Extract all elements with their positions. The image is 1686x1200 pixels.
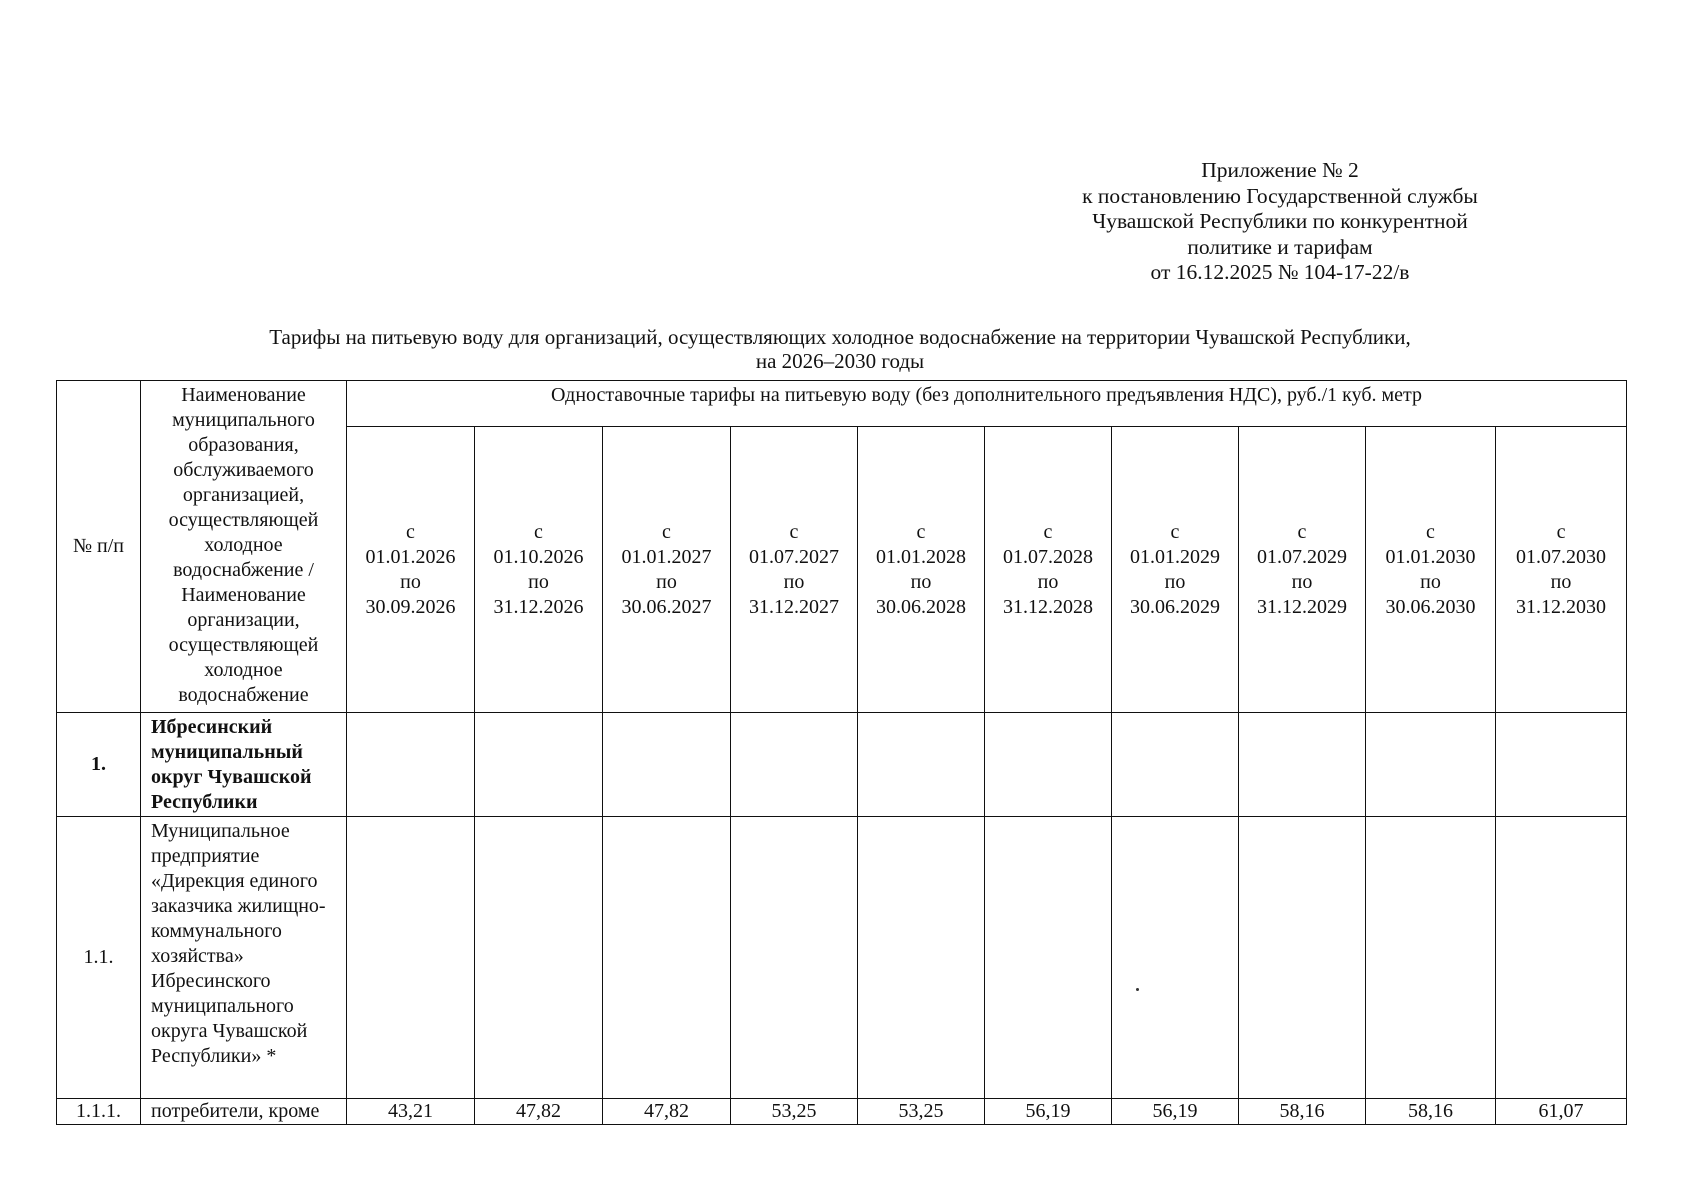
tariff-cell xyxy=(1112,817,1239,1099)
row-number: 1. xyxy=(57,713,141,817)
document-title-line: Тарифы на питьевую воду для организаций, осуществляющих холодное водоснабжение на территории Чувашской Республики, xyxy=(269,325,1411,349)
document-title-line: на 2026–2030 годы xyxy=(755,349,925,373)
row-name: Муниципальное предприятие «Дирекция единого заказчика жилищно-коммунального хозяйства» Ибресинского муниципального округа Чувашской Республики» * xyxy=(141,817,347,1099)
tariff-cell: 56,19 xyxy=(985,1099,1112,1125)
period-header: с 01.07.2027 по 31.12.2027 xyxy=(731,427,858,713)
tariff-table xyxy=(56,380,1627,1125)
tariff-cell xyxy=(1366,817,1496,1099)
period-header: с 01.07.2030 по 31.12.2030 xyxy=(1496,427,1627,713)
tariff-cell xyxy=(731,817,858,1099)
tariff-cell xyxy=(1496,817,1627,1099)
table-row xyxy=(57,713,1627,817)
period-header: с 01.01.2030 по 30.06.2030 xyxy=(1366,427,1496,713)
table-row xyxy=(57,1099,1627,1125)
period-header: с 01.07.2029 по 31.12.2029 xyxy=(1239,427,1366,713)
tariff-cell: 58,16 xyxy=(1239,1099,1366,1125)
row-name: Ибресинский муниципальный округ Чувашской Республики xyxy=(141,713,347,817)
tariff-cell xyxy=(347,817,475,1099)
period-header: с 01.10.2026 по 31.12.2026 xyxy=(475,427,603,713)
period-header: с 01.01.2029 по 30.06.2029 xyxy=(1112,427,1239,713)
tariff-cell xyxy=(1239,817,1366,1099)
period-header: с 01.01.2028 по 30.06.2028 xyxy=(858,427,985,713)
row-number: 1.1. xyxy=(57,817,141,1099)
header-number: № п/п xyxy=(57,381,141,713)
tariff-cell: 53,25 xyxy=(858,1099,985,1125)
tariff-cell xyxy=(1496,713,1627,817)
tariff-cell xyxy=(1239,713,1366,817)
period-header: с 01.01.2027 по 30.06.2027 xyxy=(603,427,731,713)
tariff-cell xyxy=(858,713,985,817)
period-header: с 01.01.2026 по 30.09.2026 xyxy=(347,427,475,713)
tariff-cell: 47,82 xyxy=(475,1099,603,1125)
tariff-cell xyxy=(603,713,731,817)
appendix-reference: Чувашской Республики по конкурентной xyxy=(1092,209,1468,233)
tariff-cell xyxy=(347,713,475,817)
tariff-cell xyxy=(475,713,603,817)
tariff-cell: 58,16 xyxy=(1366,1099,1496,1125)
tariff-cell: 43,21 xyxy=(347,1099,475,1125)
tariff-cell: 61,07 xyxy=(1496,1099,1627,1125)
tariff-cell: 53,25 xyxy=(731,1099,858,1125)
table-row xyxy=(57,817,1627,1099)
appendix-reference: к постановлению Государственной службы xyxy=(1082,183,1478,208)
tariff-cell xyxy=(858,817,985,1099)
tariff-cell xyxy=(985,713,1112,817)
header-tariff-group: Одноставочные тарифы на питьевую воду (без дополнительного предъявления НДС), руб./1 куб. метр xyxy=(347,381,1627,427)
row-name: потребители, кроме xyxy=(141,1099,347,1125)
period-header: с 01.07.2028 по 31.12.2028 xyxy=(985,427,1112,713)
appendix-date-number: от 16.12.2025 № 104-17-22/в xyxy=(1150,260,1410,284)
tariff-cell xyxy=(731,713,858,817)
document-title xyxy=(60,325,1620,373)
tariff-cell xyxy=(603,817,731,1099)
appendix-block xyxy=(1060,158,1500,286)
header-name: Наименование муниципального образования, обслуживаемого организацией, осуществляющей холодное водоснабжение / Наименование организации, осуществляющей холодное водоснабжение xyxy=(141,381,347,713)
tariff-cell xyxy=(475,817,603,1099)
row-number: 1.1.1. xyxy=(57,1099,141,1125)
tariff-cell xyxy=(985,817,1112,1099)
table-header-row xyxy=(57,381,1627,427)
tariff-cell: 56,19 xyxy=(1112,1099,1239,1125)
appendix-number: Приложение № 2 xyxy=(1201,158,1359,182)
tariff-cell: 47,82 xyxy=(603,1099,731,1125)
appendix-reference: политике и тарифам xyxy=(1187,234,1373,259)
tariff-cell xyxy=(1366,713,1496,817)
tariff-cell xyxy=(1112,713,1239,817)
